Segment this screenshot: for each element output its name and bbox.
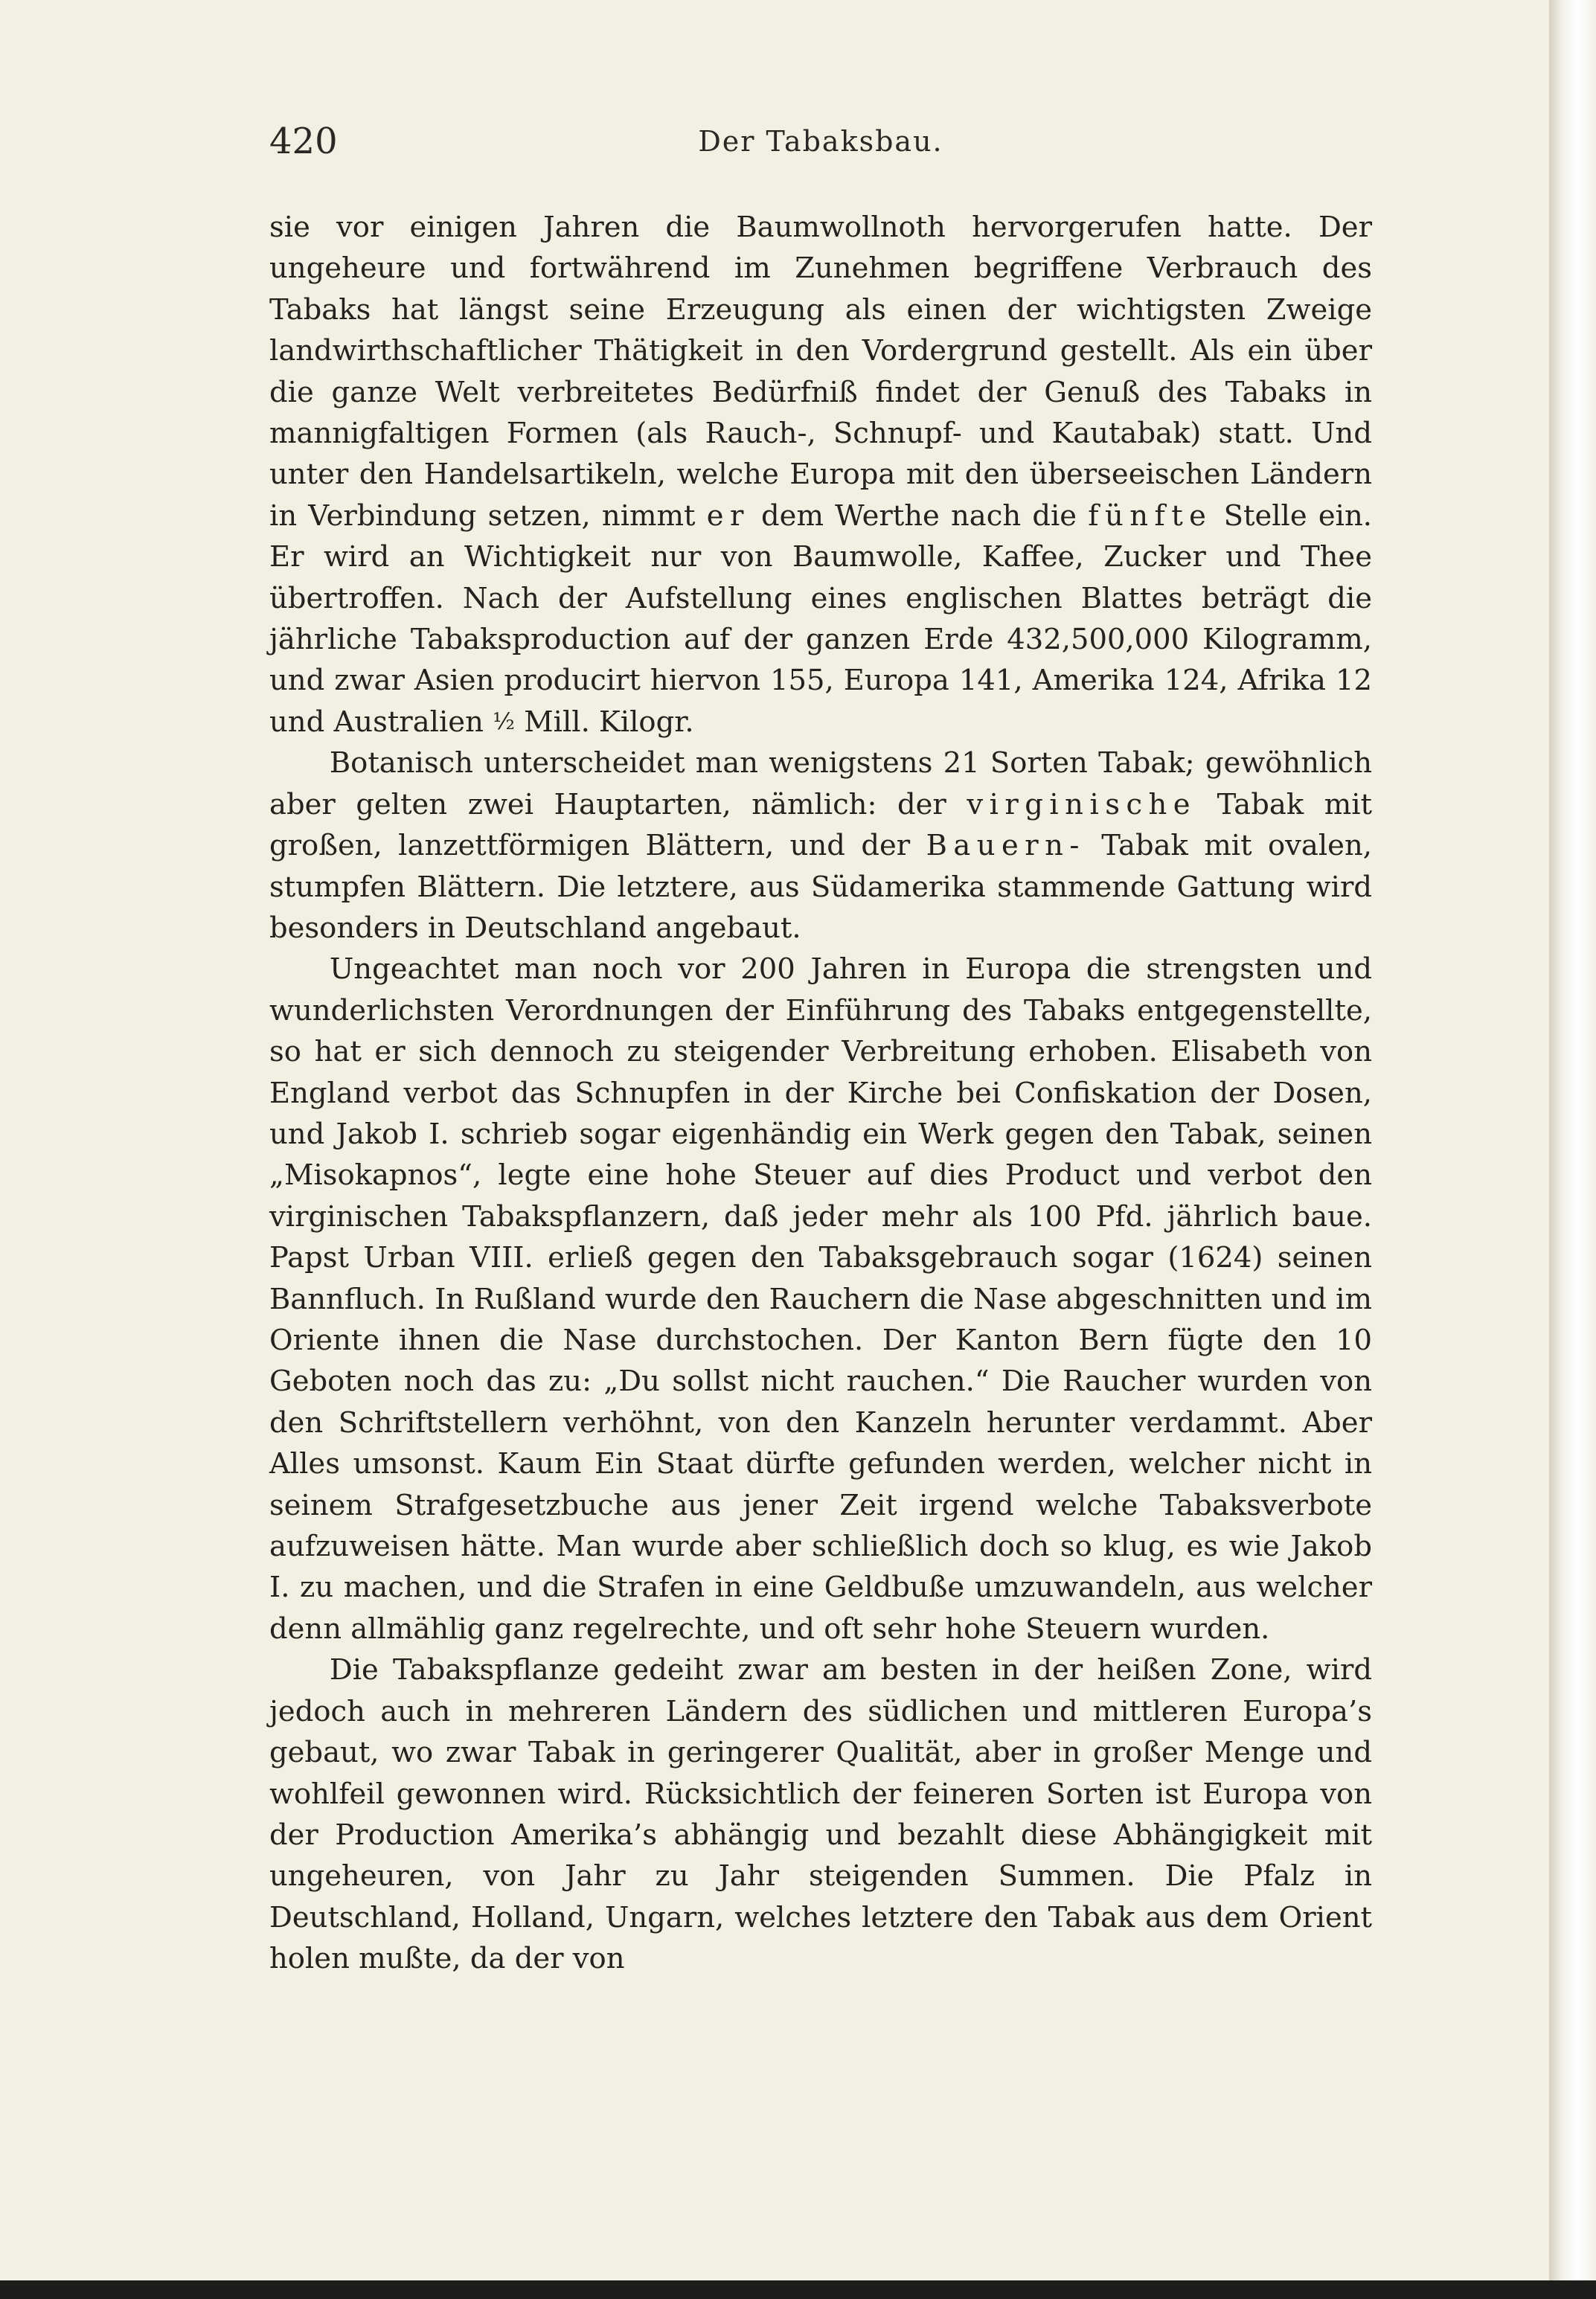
paragraph-2: Botanisch unterscheidet man wenigstens 21 Sorten Tabak; gewöhnlich aber gelten zwei Hauptarten, nämlich: der virginische Tabak mit großen, lanzettförmigen Blättern, und der Bauern- Tabak mit ovalen, stumpfen Blättern. Die letztere, aus Südamerika stammende Gattung wird besonders in Deutschland angebaut. <box>269 746 1372 945</box>
fraction-half: ½ <box>493 708 515 735</box>
facing-page-edge <box>1549 0 1596 2299</box>
body-text <box>269 207 1372 1980</box>
page-header <box>269 121 1372 173</box>
page-number: 420 <box>269 121 338 162</box>
running-head: Der Tabaksbau. <box>698 125 943 158</box>
scan-border <box>0 2280 1596 2299</box>
emphasis-virginische: virginische <box>967 787 1197 821</box>
paragraph-3: Ungeachtet man noch vor 200 Jahren in Europa die strengsten und wunderlichsten Verordnungen der Einführung des Tabaks entgegenstellte, so hat er sich dennoch zu steigender Verbreitung erhoben. Elisabeth von England verbot das Schnupfen in der Kirche bei Confiskation der Dosen, und Jakob I. schrieb sogar eigenhändig ein Werk gegen den Tabak, seinen „Misokapnos“, legte eine hohe Steuer auf dies Product und verbot den virginischen Tabakspflanzern, daß jeder mehr als 100 Pfd. jährlich baue. Papst Urban VIII. erließ gegen den Tabaksgebrauch sogar (1624) seinen Bannfluch. In Rußland wurde den Rauchern die Nase abgeschnitten und im Oriente ihnen die Nase durchstochen. Der Kanton Bern fügte den 10 Geboten noch das zu: „Du sollst nicht rauchen.“ Die Raucher wurden von den Schriftstellern verhöhnt, von den Kanzeln herunter verdammt. Aber Alles umsonst. Kaum Ein Staat dürfte gefunden werden, welcher nicht in seinem Strafgesetzbuche aus jener Zeit irgend welche Tabaksverbote aufzuweisen hätte. Man wurde aber schließlich doch so klug, es wie Jakob I. zu machen, und die Strafen in eine Geldbuße umzuwandeln, aus welcher denn allmählig ganz regelrechte, und oft sehr hohe Steuern wurden. <box>269 952 1372 1646</box>
emphasis-bauern: Bauern- <box>926 829 1086 863</box>
emphasis-fuenfte: fünfte <box>1088 498 1213 533</box>
emphasis-er: er <box>706 498 750 533</box>
paragraph-4: Die Tabakspflanze gedeiht zwar am besten in der heißen Zone, wird jedoch auch in mehreren Ländern des südlichen und mittleren Europa’s gebaut, wo zwar Tabak in geringerer Qualität, aber in großer Menge und wohlfeil gewonnen wird. Rücksichtlich der feineren Sorten ist Europa von der Production Amerika’s abhängig und bezahlt diese Abhängigkeit mit ungeheuren, von Jahr zu Jahr steigenden Summen. Die Pfalz in Deutschland, Holland, Ungarn, welches letztere den Tabak aus dem Orient holen mußte, da der von <box>269 1653 1372 1976</box>
paragraph-1: sie vor einigen Jahren die Baumwollnoth hervorgerufen hatte. Der ungeheure und fortwährend im Zunehmen begriffene Verbrauch des Tabaks hat längst seine Erzeugung als einen der wichtigsten Zweige landwirthschaftlicher Thätigkeit in den Vordergrund gestellt. Als ein über die ganze Welt verbreitetes Bedürfniß findet der Genuß des Tabaks in mannigfaltigen Formen (als Rauch-, Schnupf- und Kautabak) statt. Und unter den Handelsartikeln, welche Europa mit den überseeischen Ländern in Verbindung setzen, nimmt er dem Werthe nach die fünfte Stelle ein. Er wird an Wichtigkeit nur von Baumwolle, Kaffee, Zucker und Thee übertroffen. Nach der Aufstellung eines englischen Blattes beträgt die jährliche Tabaksproduction auf der ganzen Erde 432,500,000 Kilogramm, und zwar Asien producirt hiervon 155, Europa 141, Amerika 124, Afrika 12 und Australien ½ Mill. Kilogr. <box>269 211 1372 739</box>
